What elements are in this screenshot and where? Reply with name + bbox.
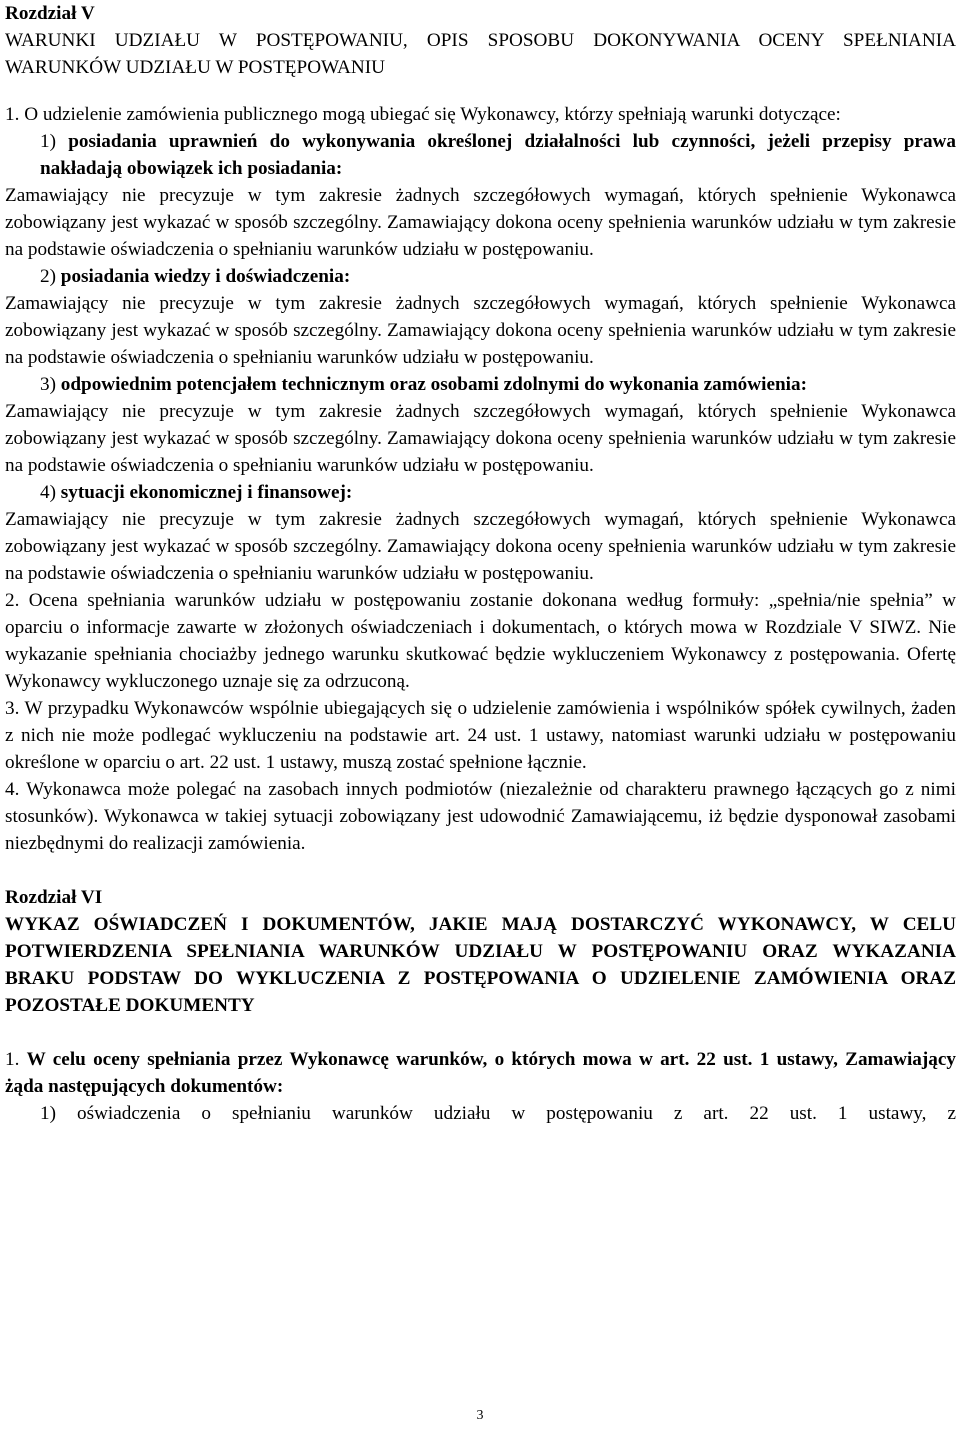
spacer [5, 81, 956, 101]
chapter-6-paragraph-1 [5, 1046, 956, 1100]
chapter-5-paragraph-1: 1. O udzielenie zamówienia publicznego mogą ubiegać się Wykonawcy, którzy spełniają warunki dotyczące: [5, 104, 841, 125]
spacer [5, 1019, 956, 1046]
condition-item-1-number: 1) [40, 131, 56, 152]
chapter-6-paragraph-1-text: W celu oceny spełniania przez Wykonawcę warunków, o których mowa w art. 22 ust. 1 ustawy, Zamawiający żąda następujących dokumentów: [5, 1049, 956, 1097]
chapter-5-paragraph-4: 4. Wykonawca może polegać na zasobach innych podmiotów (niezależnie od charakteru prawnego łączących go z nimi stosunków). Wykonawca w takiej sytuacji zobowiązany jest udowodnić Zamawiającemu, iż będzie dysponował zasobami niezbędnymi do realizacji zamówienia. [5, 779, 956, 854]
condition-item-2-title: posiadania wiedzy i doświadczenia: [60, 266, 351, 287]
chapter-6-label: Rozdział VI [5, 887, 103, 908]
page-number: 3 [476, 1408, 484, 1423]
chapter-5-label: Rozdział V [5, 3, 95, 24]
condition-item-4-title: sytuacji ekonomicznej i finansowej: [60, 482, 353, 503]
chapter-6-item-1: 1) oświadczenia o spełnianiu warunków udziału w postępowaniu z art. 22 ust. 1 ustawy, z [40, 1103, 956, 1124]
condition-item-2-heading [5, 263, 956, 290]
condition-item-4-text: Zamawiający nie precyzuje w tym zakresie żadnych szczegółowych wymagań, których spełnienie Wykonawca zobowiązany jest wykazać w sposób szczególny. Zamawiający dokona oceny spełnienia warunków udziału w tym zakresie na podstawie oświadczenia o spełnianiu warunków udziału w postępowaniu. [5, 509, 956, 584]
chapter-5-title: WARUNKI UDZIAŁU W POSTĘPOWANIU, OPIS SPOSOBU DOKONYWANIA OCENY SPEŁNIANIA WARUNKÓW UDZIAŁU W POSTĘPOWANIU [5, 30, 956, 78]
condition-item-3-heading [5, 371, 956, 398]
spacer [5, 857, 956, 884]
document-page [5, 0, 956, 1127]
chapter-6-title: WYKAZ OŚWIADCZEŃ I DOKUMENTÓW, JAKIE MAJĄ DOSTARCZYĆ WYKONAWCY, W CELU POTWIERDZENIA SPEŁNIANIA WARUNKÓW UDZIAŁU W POSTĘPOWANIU ORAZ WYKAZANIA BRAKU PODSTAW DO WYKLUCZENIA Z POSTĘPOWANIA O UDZIELENIE ZAMÓWIENIA ORAZ POZOSTAŁE DOKUMENTY [5, 914, 956, 1016]
condition-item-4-number: 4) [40, 482, 56, 503]
chapter-5-paragraph-3: 3. W przypadku Wykonawców wspólnie ubiegających się o udzielenie zamówienia i wspólników spółek cywilnych, żaden z nich nie może podlegać wykluczeniu na podstawie art. 24 ust. 1 ustawy, natomiast warunki udziału w postępowaniu określone w oparciu o art. 22 ust. 1 ustawy, muszą zostać spełnione łącznie. [5, 698, 956, 773]
chapter-5-paragraph-2: 2. Ocena spełniania warunków udziału w postępowaniu zostanie dokonana według formuły: „spełnia/nie spełnia” w oparciu o informacje zawarte w złożonych oświadczeniach i dokumentach, o których mowa w Rozdziale V SIWZ. Nie wykazanie spełniania chociażby jednego warunku skutkować będzie wykluczeniem Wykonawcy z postępowania. Ofertę Wykonawcy wykluczonego uznaje się za odrzuconą. [5, 590, 956, 692]
condition-item-3-text: Zamawiający nie precyzuje w tym zakresie żadnych szczegółowych wymagań, których spełnienie Wykonawca zobowiązany jest wykazać w sposób szczególny. Zamawiający dokona oceny spełnienia warunków udziału w tym zakresie na podstawie oświadczenia o spełnianiu warunków udziału w postępowaniu. [5, 401, 956, 476]
condition-item-1-text: Zamawiający nie precyzuje w tym zakresie żadnych szczegółowych wymagań, których spełnienie Wykonawca zobowiązany jest wykazać w sposób szczególny. Zamawiający dokona oceny spełnienia warunków udziału w tym zakresie na podstawie oświadczenia o spełnianiu warunków udziału w postępowaniu. [5, 185, 956, 260]
condition-item-1-heading [5, 128, 956, 182]
chapter-6-paragraph-1-number: 1. [5, 1049, 20, 1070]
condition-item-2-number: 2) [40, 266, 56, 287]
condition-item-4-heading [5, 479, 956, 506]
condition-item-1-title: posiadania uprawnień do wykonywania określonej działalności lub czynności, jeżeli przepisy prawa nakładają obowiązek ich posiadania: [40, 131, 956, 179]
condition-item-2-text: Zamawiający nie precyzuje w tym zakresie żadnych szczegółowych wymagań, których spełnienie Wykonawca zobowiązany jest wykazać w sposób szczególny. Zamawiający dokona oceny spełnienia warunków udziału w tym zakresie na podstawie oświadczenia o spełnianiu warunków udziału w postępowaniu. [5, 293, 956, 368]
condition-item-3-title: odpowiednim potencjałem technicznym oraz osobami zdolnymi do wykonania zamówienia: [60, 374, 807, 395]
condition-item-3-number: 3) [40, 374, 56, 395]
